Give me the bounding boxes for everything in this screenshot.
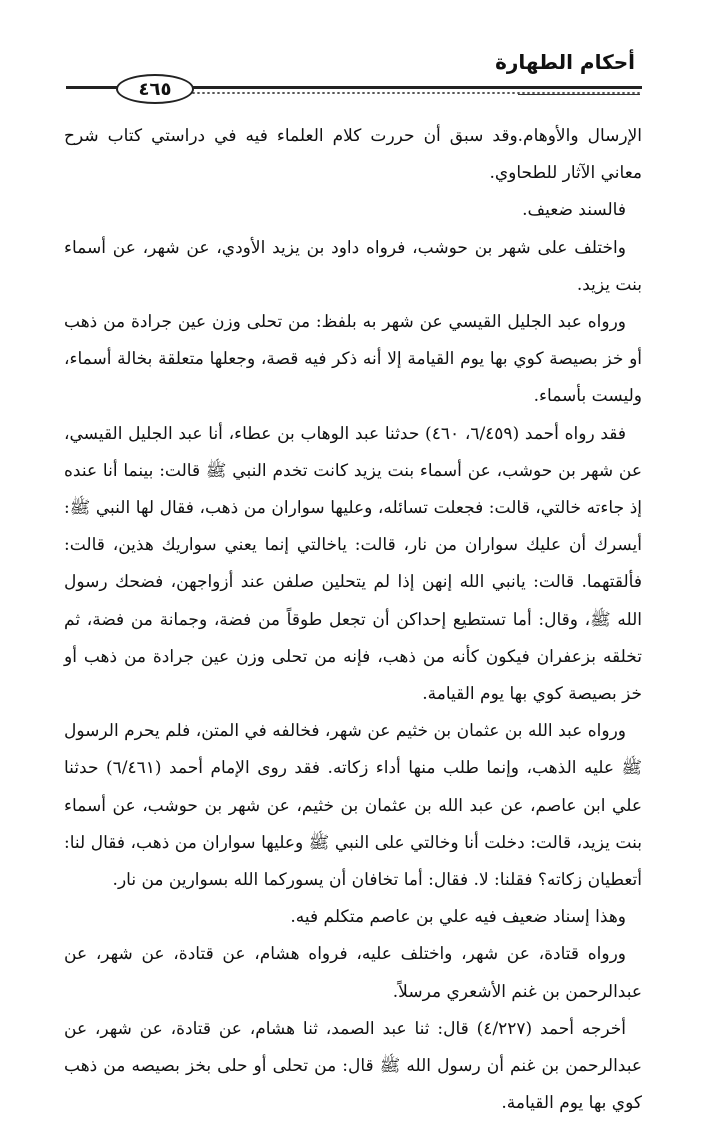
paragraph: أخرجه أحمد (٤/٢٢٧) قال: ثنا عبد الصمد، ثنا هشام، عن قتادة، عن شهر، عن عبدالرحمن بن غنم أن رسول الله ﷺ قال: من تحلى أو حلى بخز بصيصه من ذهب كوي بها يوم القيامة. (64, 1018, 642, 1114)
page-number: ٤٦٥ (116, 74, 194, 104)
header-rule (66, 76, 642, 100)
paragraph: واختلف على شهر بن حوشب، فرواه داود بن يزيد الأودي، عن شهر، عن أسماء بنت يزيد. (64, 237, 642, 295)
paragraph: ورواه قتادة، عن شهر، واختلف عليه، فرواه هشام، عن قتادة، عن شهر، عن عبدالرحمن بن غنم الأشعري مرسلاً. (64, 944, 642, 1002)
header-rule-dots (186, 91, 642, 95)
paragraph: فالسند ضعيف. (522, 200, 626, 221)
paragraph: الإرسال والأوهام.وقد سبق أن حررت كلام العلماء فيه في دراستي كتاب شرح معاني الآثار للطحاوي. (64, 126, 642, 184)
paragraph: ورواه عبد الجليل القيسي عن شهر به بلفظ: من تحلى وزن عين جرادة من ذهب أو خز بصيصة كوي بها يوم القيامة إلا أنه ذكر فيه قصة، وجعلها متعلقة بخالة أسماء، وليست بأسماء. (64, 312, 642, 407)
paragraph: ورواه عبد الله بن عثمان بن خثيم عن شهر، فخالفه في المتن، فلم يحرم الرسول ﷺ عليه الذهب، وإنما طلب منها أداء زكاته. فقد روى الإمام أحمد (٦/٤٦١) حدثنا علي ابن عاصم، عن عبد الله بن عثمان بن خثيم، عن شهر بن حوشب، عن أسماء بنت يزيد، قالت: دخلت أنا وخالتي على النبي ﷺ وعليها سواران من ذهب، فقال لنا: أتعطيان زكاته؟ فقلنا: لا. فقال: أما تخافان أن يسوركما الله بسوارين من نار. (64, 721, 643, 891)
paragraph: وهذا إسناد ضعيف فيه علي بن عاصم متكلم فيه. (290, 907, 626, 928)
page-header (0, 0, 703, 110)
running-title: أحكام الطهارة (495, 50, 635, 74)
page-body (64, 118, 642, 1122)
paragraph: فقد رواه أحمد (٦/٤٥٩، ٤٦٠) حدثنا عبد الوهاب بن عطاء، أنا عبد الجليل القيسي، عن شهر بن حوشب، عن أسماء بنت يزيد كانت تخدم النبي ﷺ قالت: بينما أنا عنده إذ جاءته خالتي، قالت: فجعلت تسائله، وعليها سواران من ذهب، فقال لها النبي ﷺ: أيسرك أن عليك سواران من نار، قالت: ياخالتي إنما يعني سواريك هذين، قالت: فألقتهما. قالت: يانبي الله إنهن إذا لم يتحلين صلفن عند أزواجهن، فضحك رسول الله ﷺ، وقال: أما تستطيع إحداكن أن تجعل طوقاً من فضة، وجمانة من فضة، ثم تخلقه بزعفران فيكون كأنه من ذهب، فإنه من تحلى وزن عين جرادة من ذهب أو خز بصيصة كوي بها يوم القيامة. (64, 423, 642, 705)
